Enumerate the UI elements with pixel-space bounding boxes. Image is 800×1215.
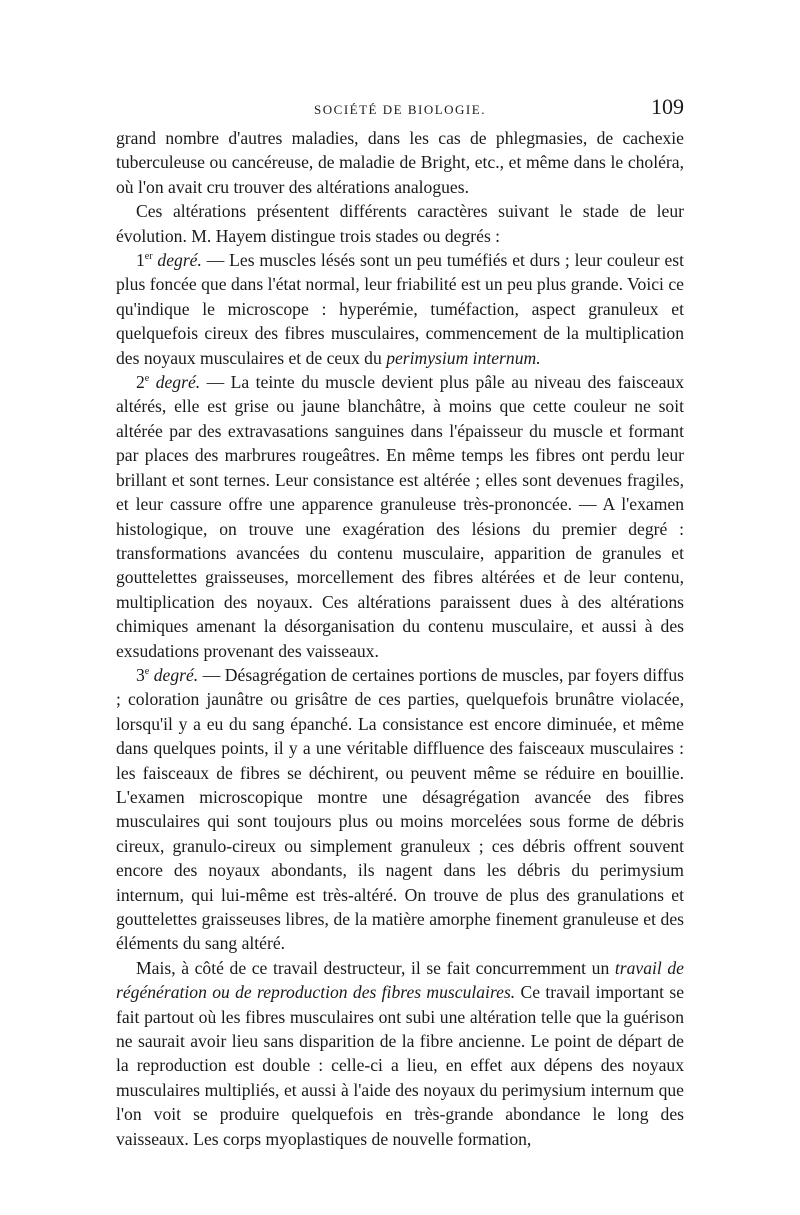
page-number: 109 (651, 94, 684, 119)
regeneration-text-before: Mais, à côté de ce travail destructeur, il se fait concurremment un (136, 957, 615, 978)
paragraph-first-degree (116, 248, 684, 370)
running-header (116, 94, 684, 120)
stage-italic-term: perimysium internum. (386, 347, 541, 368)
stage-label: degré. (157, 250, 202, 271)
regeneration-italic-term: travail de régénération ou de reproduction des fibres musculaires. (116, 957, 684, 1003)
stage-label: degré. (153, 664, 199, 685)
stage-ordinal-suffix: e (144, 373, 150, 385)
paragraph-regeneration (116, 956, 684, 1151)
stage-text: — Les muscles lésés sont un peu tuméfiés et durs ; leur couleur est plus foncée que dans l'état normal, leur friabilité est un peu plus grande. Voici ce qu'indique le microscope : hyperémie, tuméfaction, aspect granuleux et quelquefois cireux des fibres musculaires, commencement de la multiplication des noyaux musculaires et de ceux du (116, 250, 684, 368)
paragraph-second-degree (116, 370, 684, 663)
regeneration-text-after: Ce travail important se fait partout où les fibres musculaires ont subi une altération telle que la guérison ne saurait avoir lieu sans disparition de la fibre ancienne. Le point de départ de la reproduction est double : celle-ci a lieu, en effet aux dépens des noyaux musculaires multipliés, et aussi à l'aide des noyaux du perimysium internum que l'on voit se produire quelquefois en très-grande abondance le long des vaisseaux. Les corps myoplastiques de nouvelle formation, (116, 982, 685, 1149)
stage-text: — La teinte du muscle devient plus pâle au niveau des faisceaux altérés, elle est grise ou jaune blanchâtre, à moins que cette couleur ne soit altérée par des extravasations sanguines dans l'épaisseur du muscle et formant par places des marbrures rougeâtres. En même temps les fibres ont perdu leur brillant et sont ternes. Leur consistance est altérée ; elles sont devenues fragiles, et leur cassure offre une apparence granuleuse très-prononcée. — A l'examen histologique, on trouve une exagération des lésions du premier degré : transformations avancées du contenu musculaire, apparition de granules et gouttelettes graisseuses, morcellement des fibres altérées et de leur contenu, multiplication des noyaux. Ces altérations paraissent dues à des altérations chimiques amenant la désorganisation du contenu musculaire, et aussi à des exsudations provenant des vaisseaux. (116, 372, 684, 661)
stage-number: 3 (136, 664, 145, 685)
stage-label: degré. (155, 372, 201, 393)
running-title: SOCIÉTÉ DE BIOLOGIE. (314, 102, 486, 117)
paragraph-third-degree (116, 663, 684, 956)
stage-number: 1 (136, 250, 145, 271)
stage-ordinal-suffix: er (144, 251, 153, 263)
body-text (116, 126, 684, 1151)
paragraph-continuation: grand nombre d'autres maladies, dans les cas de phlegmasies, de cachexie tuberculeuse ou cancéreuse, de maladie de Bright, etc., et même dans le choléra, où l'on avait cru trouver des altérations analogues. (116, 128, 684, 197)
stage-text: — Désagrégation de certaines portions de muscles, par foyers diffus ; coloration jaunâtre ou grisâtre de ces parties, quelquefois brunâtre violacée, lorsqu'il y a eu du sang épanché. La consistance est encore diminuée, et même dans quelques points, il y a une véritable diffluence des faisceaux musculaires : les faisceaux de fibres se déchirent, ou peuvent même se réduire en bouillie. L'examen microscopique montre une désagrégation avancée des fibres musculaires qui sont toujours plus ou moins morcelées sous forme de débris cireux, granulo-cireux ou simplement granuleux ; ces débris offrent souvent encore des noyaux abondants, ils nagent dans les débris du perimysium internum, qui lui-même est très-altéré. On trouve de plus des granulations et gouttelettes graisseuses libres, de la matière amorphe finement granuleuse et des éléments du sang altéré. (116, 664, 684, 954)
stage-ordinal-suffix: e (144, 666, 150, 678)
paragraph-stages-intro: Ces altérations présentent différents caractères suivant le stade de leur évolution. M. Hayem distingue trois stades ou degrés : (116, 201, 684, 246)
book-page (116, 94, 684, 1151)
stage-number: 2 (136, 372, 145, 393)
